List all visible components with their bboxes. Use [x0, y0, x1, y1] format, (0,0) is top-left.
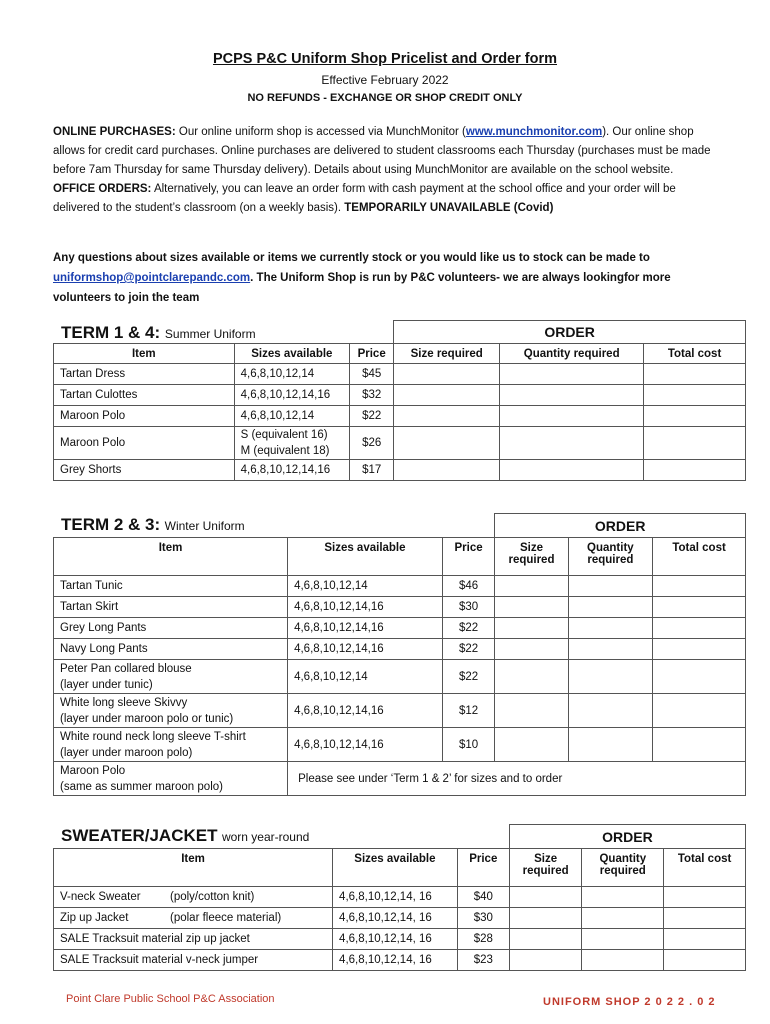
item-name: SALE Tracksuit material v-neck jumper	[60, 954, 259, 966]
col-item: Item	[54, 849, 333, 887]
total-cost-input[interactable]	[664, 929, 746, 950]
price-cell: $45	[350, 364, 394, 385]
sweater-col-headers	[54, 849, 746, 887]
col-size-required: Size required	[394, 344, 500, 364]
item-cell	[54, 887, 333, 908]
quantity-input[interactable]	[582, 887, 664, 908]
quantity-input[interactable]	[500, 364, 644, 385]
item-cell: Maroon Polo	[54, 406, 235, 427]
item-cell: Navy Long Pants	[54, 639, 288, 660]
col-item: Item	[54, 538, 288, 576]
table-row	[54, 929, 746, 950]
table-row	[54, 660, 746, 694]
price-cell: $22	[442, 660, 495, 694]
col-quantity: Quantity required	[500, 344, 644, 364]
munchmonitor-link[interactable]: www.munchmonitor.com	[465, 126, 603, 138]
table-row	[54, 728, 746, 762]
quantity-input[interactable]	[568, 597, 653, 618]
winter-col-headers	[54, 538, 746, 576]
total-cost-input[interactable]	[644, 406, 746, 427]
col-price: Price	[457, 849, 509, 887]
refund-policy: NO REFUNDS - EXCHANGE OR SHOP CREDIT ONLY	[247, 92, 523, 104]
quantity-input[interactable]	[500, 427, 644, 460]
quantity-input[interactable]	[568, 618, 653, 639]
total-cost-input[interactable]	[664, 908, 746, 929]
table-row	[54, 639, 746, 660]
table-row	[54, 908, 746, 929]
effective-date: Effective February 2022	[321, 73, 449, 87]
size-required-input[interactable]	[509, 950, 582, 971]
quantity-input[interactable]	[568, 694, 653, 728]
total-cost-input[interactable]	[653, 694, 746, 728]
note-cell: Please see under ‘Term 1 & 2’ for sizes and to order	[288, 762, 746, 796]
office-note: TEMPORARILY UNAVAILABLE (Covid)	[344, 202, 554, 214]
sweater-order-header: ORDER	[509, 825, 745, 849]
footer-association: Point Clare Public School P&C Association	[66, 993, 275, 1005]
table-row	[54, 364, 746, 385]
total-cost-input[interactable]	[664, 950, 746, 971]
sweater-title: SWEATER/JACKET	[61, 826, 218, 845]
size-required-input[interactable]	[509, 929, 582, 950]
table-row	[54, 597, 746, 618]
price-cell: $22	[350, 406, 394, 427]
sizes-cell: 4,6,8,10,12,14,16	[234, 460, 350, 481]
office-label: OFFICE ORDERS:	[53, 183, 152, 195]
size-required-input[interactable]	[509, 887, 582, 908]
sizes-cell: 4,6,8,10,12,14,16	[234, 385, 350, 406]
total-cost-input[interactable]	[644, 364, 746, 385]
item-cell	[54, 950, 333, 971]
table-row	[54, 427, 746, 460]
item-name: V-neck Sweater	[60, 891, 141, 903]
size-required-input[interactable]	[495, 660, 568, 694]
col-sizes: Sizes available	[288, 538, 443, 576]
col-price: Price	[350, 344, 394, 364]
price-cell: $30	[442, 597, 495, 618]
questions-text-2: . The Uniform Shop is run by P&C volunteers- we are always lookingfor more volunteers to join the team	[53, 272, 671, 304]
sizes-cell: 4,6,8,10,12,14	[234, 406, 350, 427]
item-cell	[54, 929, 333, 950]
price-cell: $40	[457, 887, 509, 908]
col-total: Total cost	[664, 849, 746, 887]
total-cost-input[interactable]	[653, 597, 746, 618]
size-required-input[interactable]	[394, 364, 500, 385]
winter-table	[53, 513, 746, 796]
item-cell: Maroon Polo	[54, 427, 235, 460]
quantity-input[interactable]	[582, 929, 664, 950]
sizes-cell: 4,6,8,10,12,14, 16	[333, 887, 458, 908]
sizes-cell: 4,6,8,10,12,14	[234, 364, 350, 385]
sizes-cell: 4,6,8,10,12,14,16	[288, 597, 443, 618]
questions-text-1: Any questions about sizes available or items we currently stock or you would like us to stock can be made to	[53, 252, 650, 264]
total-cost-input[interactable]	[653, 639, 746, 660]
table-row	[54, 762, 746, 796]
quantity-input[interactable]	[568, 576, 653, 597]
quantity-input[interactable]	[500, 406, 644, 427]
sizes-cell: 4,6,8,10,12,14	[288, 576, 443, 597]
size-required-input[interactable]	[495, 618, 568, 639]
price-cell: $17	[350, 460, 394, 481]
item-cell: Grey Shorts	[54, 460, 235, 481]
price-cell: $12	[442, 694, 495, 728]
table-row	[54, 887, 746, 908]
quantity-input[interactable]	[568, 660, 653, 694]
sizes-cell: 4,6,8,10,12,14, 16	[333, 908, 458, 929]
questions-paragraph	[53, 248, 713, 308]
online-text-2: ). Our online shop allows for credit card purchases. Online purchases are delivered to student classrooms each Thursday (purchases must be made before 7am Thursday for same Thursday delivery). Details about using MunchMonitor are available on the school website.	[53, 126, 711, 176]
table-row	[54, 385, 746, 406]
total-cost-input[interactable]	[653, 576, 746, 597]
col-item: Item	[54, 344, 235, 364]
online-text-1: Our online uniform shop is accessed via MunchMonitor (	[175, 126, 466, 138]
sizes-cell: S (equivalent 16) M (equivalent 18)	[234, 427, 350, 460]
sizes-cell: 4,6,8,10,12,14,16	[288, 728, 443, 762]
col-size-required: Size required	[509, 849, 582, 887]
online-label: ONLINE PURCHASES:	[53, 126, 176, 138]
col-price: Price	[442, 538, 495, 576]
winter-subtitle: Winter Uniform	[164, 519, 245, 533]
price-cell: $46	[442, 576, 495, 597]
size-required-input[interactable]	[495, 597, 568, 618]
price-cell: $26	[350, 427, 394, 460]
table-row	[54, 694, 746, 728]
quantity-input[interactable]	[568, 728, 653, 762]
sweater-subtitle: worn year-round	[221, 830, 310, 844]
col-sizes: Sizes available	[234, 344, 350, 364]
size-required-input[interactable]	[509, 908, 582, 929]
col-total: Total cost	[653, 538, 746, 576]
total-cost-input[interactable]	[653, 618, 746, 639]
winter-title: TERM 2 & 3:	[61, 515, 161, 534]
price-cell: $22	[442, 639, 495, 660]
table-row	[54, 950, 746, 971]
item-name: SALE Tracksuit material zip up jacket	[60, 933, 250, 945]
table-row	[54, 460, 746, 481]
total-cost-input[interactable]	[653, 660, 746, 694]
col-quantity: Quantity required	[582, 849, 664, 887]
item-cell: White round neck long sleeve T-shirt (layer under maroon polo)	[54, 728, 288, 762]
item-cell: Grey Long Pants	[54, 618, 288, 639]
summer-subtitle: Summer Uniform	[164, 327, 256, 341]
item-material: (poly/cotton knit)	[170, 891, 255, 903]
size-required-input[interactable]	[495, 728, 568, 762]
summer-order-header: ORDER	[394, 321, 746, 344]
price-cell: $23	[457, 950, 509, 971]
item-cell	[54, 908, 333, 929]
page-title: PCPS P&C Uniform Shop Pricelist and Order form	[212, 51, 558, 67]
footer-version: UNIFORM SHOP 2 0 2 2 . 0 2	[543, 996, 716, 1008]
quantity-input[interactable]	[500, 460, 644, 481]
total-cost-input[interactable]	[664, 887, 746, 908]
size-required-input[interactable]	[495, 576, 568, 597]
sizes-cell: 4,6,8,10,12,14,16	[288, 639, 443, 660]
quantity-input[interactable]	[582, 908, 664, 929]
col-total: Total cost	[644, 344, 746, 364]
size-required-input[interactable]	[394, 406, 500, 427]
table-row	[54, 406, 746, 427]
quantity-input[interactable]	[500, 385, 644, 406]
table-row	[54, 576, 746, 597]
total-cost-input[interactable]	[644, 427, 746, 460]
col-sizes: Sizes available	[333, 849, 458, 887]
item-cell: Tartan Tunic	[54, 576, 288, 597]
sizes-cell: 4,6,8,10,12,14	[288, 660, 443, 694]
size-required-input[interactable]	[394, 427, 500, 460]
price-cell: $32	[350, 385, 394, 406]
item-name: Zip up Jacket	[60, 912, 129, 924]
item-cell: Peter Pan collared blouse (layer under tunic)	[54, 660, 288, 694]
item-cell: Tartan Dress	[54, 364, 235, 385]
email-link[interactable]: uniformshop@pointclarepandc.com	[53, 272, 251, 284]
sizes-cell: 4,6,8,10,12,14, 16	[333, 929, 458, 950]
table-row	[54, 618, 746, 639]
sweater-table	[53, 824, 746, 971]
sizes-cell: 4,6,8,10,12,14,16	[288, 694, 443, 728]
quantity-input[interactable]	[568, 639, 653, 660]
office-text: Alternatively, you can leave an order form with cash payment at the school office and your order will be delivered to the student’s classroom (on a weekly basis).	[53, 183, 676, 214]
item-cell: White long sleeve Skivvy (layer under maroon polo or tunic)	[54, 694, 288, 728]
summer-table	[53, 320, 746, 481]
item-material: (polar fleece material)	[170, 912, 282, 924]
summer-col-headers	[54, 344, 746, 364]
quantity-input[interactable]	[582, 950, 664, 971]
price-cell: $30	[457, 908, 509, 929]
total-cost-input[interactable]	[653, 728, 746, 762]
item-cell: Maroon Polo (same as summer maroon polo)	[54, 762, 288, 796]
price-cell: $22	[442, 618, 495, 639]
price-cell: $10	[442, 728, 495, 762]
col-size-required: Size required	[495, 538, 568, 576]
item-cell: Tartan Culottes	[54, 385, 235, 406]
sizes-cell: 4,6,8,10,12,14,16	[288, 618, 443, 639]
summer-title: TERM 1 & 4:	[61, 323, 161, 342]
size-required-input[interactable]	[495, 694, 568, 728]
intro-paragraph	[53, 123, 713, 218]
size-required-input[interactable]	[495, 639, 568, 660]
sizes-cell: 4,6,8,10,12,14, 16	[333, 950, 458, 971]
size-required-input[interactable]	[394, 460, 500, 481]
col-quantity: Quantity required	[568, 538, 653, 576]
total-cost-input[interactable]	[644, 385, 746, 406]
size-required-input[interactable]	[394, 385, 500, 406]
winter-order-header: ORDER	[495, 514, 746, 538]
item-cell: Tartan Skirt	[54, 597, 288, 618]
price-cell: $28	[457, 929, 509, 950]
total-cost-input[interactable]	[644, 460, 746, 481]
